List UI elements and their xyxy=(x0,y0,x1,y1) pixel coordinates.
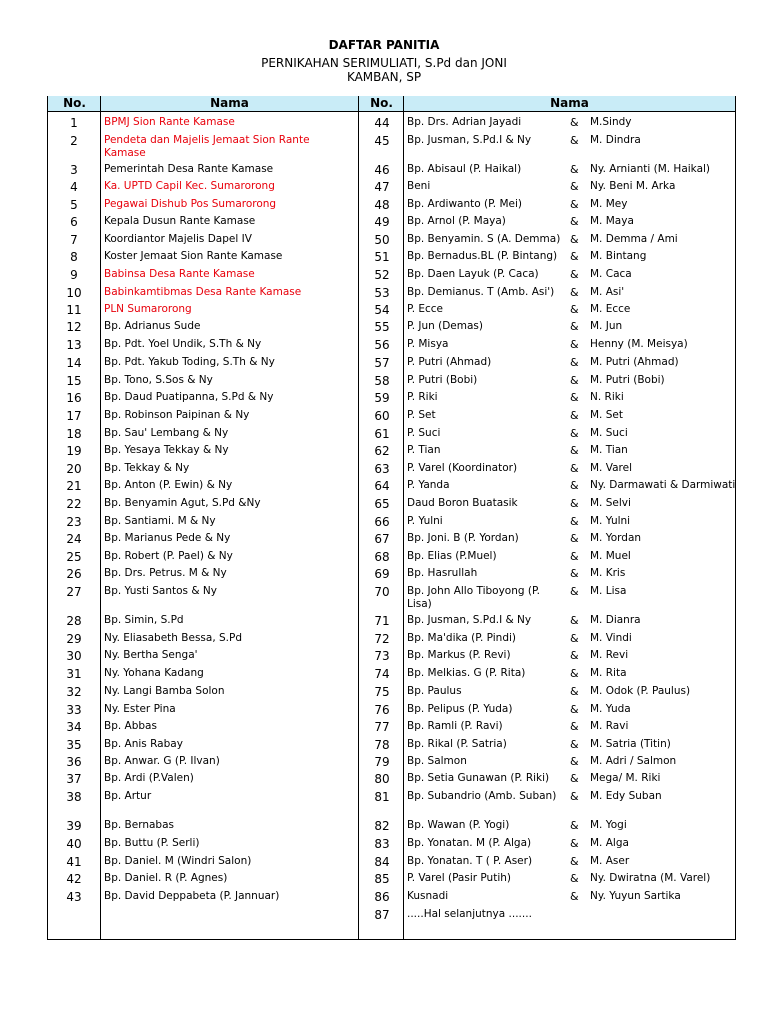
ampersand: & xyxy=(570,567,579,580)
row-number: 83 xyxy=(374,837,390,851)
ampersand: & xyxy=(570,872,579,885)
row-number: 20 xyxy=(66,462,82,476)
guest-name: P. Varel (Koordinator) xyxy=(407,462,518,474)
committee-name: Bp. Robert (P. Pael) & Ny xyxy=(104,550,233,562)
guest-name: Bp. Joni. B (P. Yordan) xyxy=(407,532,519,544)
partner-name: M. Kris xyxy=(590,567,626,579)
guest-name: Bp. Melkias. G (P. Rita) xyxy=(407,667,526,679)
row-number: 47 xyxy=(374,180,390,194)
row-number: 4 xyxy=(70,180,78,194)
ampersand: & xyxy=(570,819,579,832)
row-number: 48 xyxy=(374,198,390,212)
row-number: 69 xyxy=(374,567,390,581)
partner-name: M. Set xyxy=(590,409,623,421)
partner-name: M. Yulni xyxy=(590,515,631,527)
row-number: 82 xyxy=(374,819,390,833)
guest-name: Bp. Drs. Adrian Jayadi xyxy=(407,116,522,128)
row-number: 60 xyxy=(374,409,390,423)
row-number: 57 xyxy=(374,356,390,370)
row-number: 7 xyxy=(70,233,78,247)
row-number: 1 xyxy=(70,116,78,130)
partner-name: M. Yogi xyxy=(590,819,627,831)
guest-name: Bp. John Allo Tiboyong (P. Lisa) xyxy=(407,585,541,610)
ampersand: & xyxy=(570,116,579,129)
ampersand: & xyxy=(570,134,579,147)
guest-name: .....Hal selanjutnya ....... xyxy=(407,908,532,920)
ampersand: & xyxy=(570,356,579,369)
row-number: 12 xyxy=(66,320,82,334)
row-number: 51 xyxy=(374,250,390,264)
partner-name: M. Varel xyxy=(590,462,632,474)
ampersand: & xyxy=(570,585,579,598)
row-number: 56 xyxy=(374,338,390,352)
row-number: 9 xyxy=(70,268,78,282)
partner-name: M. Alga xyxy=(590,837,629,849)
row-number: 19 xyxy=(66,444,82,458)
guest-name: P. Riki xyxy=(407,391,438,403)
committee-name: Koster Jemaat Sion Rante Kamase xyxy=(104,250,283,262)
guest-name: Bp. Setia Gunawan (P. Riki) xyxy=(407,772,550,784)
row-number: 15 xyxy=(66,374,82,388)
guest-name: Bp. Rikal (P. Satria) xyxy=(407,738,507,750)
document-subtitle: PERNIKAHAN SERIMULIATI, S.Pd dan JONI xyxy=(261,56,507,70)
partner-name: Ny. Yuyun Sartika xyxy=(590,890,681,902)
guest-name: Bp. Markus (P. Revi) xyxy=(407,649,511,661)
right-name-header: Nama xyxy=(404,96,735,112)
partner-name: M. Asi' xyxy=(590,286,625,298)
partner-name: Ny. Beni M. Arka xyxy=(590,180,676,192)
row-number: 27 xyxy=(66,585,82,599)
row-number: 38 xyxy=(66,790,82,804)
ampersand: & xyxy=(570,790,579,803)
row-number: 58 xyxy=(374,374,390,388)
committee-name: Bp. Daud Puatipanna, S.Pd & Ny xyxy=(104,391,274,403)
committee-name: Bp. Artur xyxy=(104,790,152,802)
guest-name: Bp. Wawan (P. Yogi) xyxy=(407,819,510,831)
partner-name: M. Rita xyxy=(590,667,627,679)
partner-name: M. Putri (Ahmad) xyxy=(590,356,679,368)
partner-name: M. Ecce xyxy=(590,303,631,315)
committee-name: Bp. Pdt. Yoel Undik, S.Th & Ny xyxy=(104,338,262,350)
row-number: 43 xyxy=(66,890,82,904)
guest-name: Bp. Paulus xyxy=(407,685,462,697)
committee-name: Bp. Pdt. Yakub Toding, S.Th & Ny xyxy=(104,356,275,368)
guest-name: P. Yanda xyxy=(407,479,450,491)
ampersand: & xyxy=(570,303,579,316)
guest-name: P. Misya xyxy=(407,338,449,350)
guest-name: Bp. Hasrullah xyxy=(407,567,478,579)
ampersand: & xyxy=(570,550,579,563)
row-number: 67 xyxy=(374,532,390,546)
ampersand: & xyxy=(570,837,579,850)
ampersand: & xyxy=(570,391,579,404)
row-number: 14 xyxy=(66,356,82,370)
committee-name: Bp. Simin, S.Pd xyxy=(104,614,184,626)
partner-name: Ny. Dwiratna (M. Varel) xyxy=(590,872,711,884)
ampersand: & xyxy=(570,233,579,246)
row-number: 39 xyxy=(66,819,82,833)
committee-name: Pendeta dan Majelis Jemaat Sion Rante Kamase xyxy=(104,134,310,159)
row-number: 3 xyxy=(70,163,78,177)
left-no-header: No. xyxy=(48,96,101,112)
ampersand: & xyxy=(570,250,579,263)
guest-name: Bp. Bernadus.BL (P. Bintang) xyxy=(407,250,558,262)
guest-name: Bp. Abisaul (P. Haikal) xyxy=(407,163,522,175)
ampersand: & xyxy=(570,890,579,903)
row-number: 24 xyxy=(66,532,82,546)
guest-name: Bp. Demianus. T (Amb. Asi') xyxy=(407,286,555,298)
row-number: 10 xyxy=(66,286,82,300)
committee-name: Bp. Santiami. M & Ny xyxy=(104,515,216,527)
partner-name: M. Muel xyxy=(590,550,631,562)
row-number: 5 xyxy=(70,198,78,212)
partner-name: M. Vindi xyxy=(590,632,632,644)
committee-name: Bp. Benyamin Agut, S.Pd &Ny xyxy=(104,497,261,509)
committee-name: BPMJ Sion Rante Kamase xyxy=(104,116,235,128)
row-number: 28 xyxy=(66,614,82,628)
partner-name: M. Demma / Ami xyxy=(590,233,678,245)
partner-name: M. Lisa xyxy=(590,585,627,597)
committee-name: Ny. Ester Pina xyxy=(104,703,176,715)
guest-name: Bp. Jusman, S.Pd.I & Ny xyxy=(407,134,532,146)
row-number: 11 xyxy=(66,303,82,317)
row-number: 37 xyxy=(66,772,82,786)
row-number: 13 xyxy=(66,338,82,352)
row-number: 49 xyxy=(374,215,390,229)
ampersand: & xyxy=(570,703,579,716)
row-number: 32 xyxy=(66,685,82,699)
committee-name: Pemerintah Desa Rante Kamase xyxy=(104,163,274,175)
ampersand: & xyxy=(570,755,579,768)
partner-name: M. Putri (Bobi) xyxy=(590,374,665,386)
ampersand: & xyxy=(570,632,579,645)
row-number: 22 xyxy=(66,497,82,511)
partner-name: M. Jun xyxy=(590,320,623,332)
committee-name: Bp. Tekkay & Ny xyxy=(104,462,190,474)
partner-name: M. Caca xyxy=(590,268,632,280)
committee-name: Bp. Buttu (P. Serli) xyxy=(104,837,200,849)
committee-name: Bp. Abbas xyxy=(104,720,157,732)
row-number: 74 xyxy=(374,667,390,681)
committee-name: Bp. Daniel. M (Windri Salon) xyxy=(104,855,252,867)
committee-name: Bp. Yesaya Tekkay & Ny xyxy=(104,444,229,456)
guest-name: Bp. Salmon xyxy=(407,755,467,767)
ampersand: & xyxy=(570,649,579,662)
row-number: 62 xyxy=(374,444,390,458)
row-number: 29 xyxy=(66,632,82,646)
committee-name: Bp. David Deppabeta (P. Jannuar) xyxy=(104,890,280,902)
partner-name: M. Ravi xyxy=(590,720,629,732)
ampersand: & xyxy=(570,268,579,281)
row-number: 30 xyxy=(66,649,82,663)
ampersand: & xyxy=(570,286,579,299)
guest-name: Bp. Jusman, S.Pd.I & Ny xyxy=(407,614,532,626)
guest-name: Daud Boron Buatasik xyxy=(407,497,518,509)
partner-name: M. Maya xyxy=(590,215,634,227)
ampersand: & xyxy=(570,667,579,680)
ampersand: & xyxy=(570,462,579,475)
ampersand: & xyxy=(570,409,579,422)
row-number: 41 xyxy=(66,855,82,869)
row-number: 55 xyxy=(374,320,390,334)
ampersand: & xyxy=(570,497,579,510)
partner-name: M. Edy Suban xyxy=(590,790,662,802)
ampersand: & xyxy=(570,479,579,492)
row-number: 73 xyxy=(374,649,390,663)
committee-name: Bp. Yusti Santos & Ny xyxy=(104,585,217,597)
guest-name: P. Putri (Bobi) xyxy=(407,374,478,386)
row-number: 54 xyxy=(374,303,390,317)
guest-name: Bp. Yonatan. M (P. Alga) xyxy=(407,837,532,849)
partner-name: M. Yordan xyxy=(590,532,642,544)
partner-name: M. Suci xyxy=(590,427,628,439)
committee-name: Babinsa Desa Rante Kamase xyxy=(104,268,255,280)
row-number: 17 xyxy=(66,409,82,423)
partner-name: Ny. Arnianti (M. Haikal) xyxy=(590,163,711,175)
committee-name: Bp. Adrianus Sude xyxy=(104,320,201,332)
row-number: 65 xyxy=(374,497,390,511)
row-number: 6 xyxy=(70,215,78,229)
row-number: 40 xyxy=(66,837,82,851)
guest-name: P. Yulni xyxy=(407,515,443,527)
ampersand: & xyxy=(570,180,579,193)
row-number: 46 xyxy=(374,163,390,177)
row-number: 87 xyxy=(374,908,390,922)
guest-name: Bp. Benyamin. S (A. Demma) xyxy=(407,233,561,245)
committee-name: Bp. Marianus Pede & Ny xyxy=(104,532,231,544)
partner-name: Henny (M. Meisya) xyxy=(590,338,688,350)
row-number: 8 xyxy=(70,250,78,264)
row-number: 71 xyxy=(374,614,390,628)
ampersand: & xyxy=(570,427,579,440)
left-name-header: Nama xyxy=(101,96,358,112)
partner-name: M. Dianra xyxy=(590,614,641,626)
ampersand: & xyxy=(570,738,579,751)
committee-name: Pegawai Dishub Pos Sumarorong xyxy=(104,198,277,210)
guest-name: P. Varel (Pasir Putih) xyxy=(407,872,511,884)
row-number: 21 xyxy=(66,479,82,493)
committee-name: Bp. Ardi (P.Valen) xyxy=(104,772,194,784)
row-number: 78 xyxy=(374,738,390,752)
committee-name: Bp. Anton (P. Ewin) & Ny xyxy=(104,479,233,491)
committee-name: PLN Sumarorong xyxy=(104,303,192,315)
row-number: 33 xyxy=(66,703,82,717)
ampersand: & xyxy=(570,320,579,333)
ampersand: & xyxy=(570,338,579,351)
row-number: 81 xyxy=(374,790,390,804)
committee-name: Koordiantor Majelis Dapel IV xyxy=(104,233,252,245)
partner-name: M. Adri / Salmon xyxy=(590,755,677,767)
partner-name: M. Yuda xyxy=(590,703,631,715)
row-number: 23 xyxy=(66,515,82,529)
row-number: 34 xyxy=(66,720,82,734)
ampersand: & xyxy=(570,198,579,211)
committee-name: Bp. Drs. Petrus. M & Ny xyxy=(104,567,227,579)
row-number: 36 xyxy=(66,755,82,769)
row-number: 26 xyxy=(66,567,82,581)
committee-name: Bp. Robinson Paipinan & Ny xyxy=(104,409,250,421)
guest-name: Bp. Daen Layuk (P. Caca) xyxy=(407,268,539,280)
guest-name: P. Jun (Demas) xyxy=(407,320,483,332)
ampersand: & xyxy=(570,163,579,176)
guest-name: P. Set xyxy=(407,409,436,421)
row-number: 61 xyxy=(374,427,390,441)
guest-name: P. Putri (Ahmad) xyxy=(407,356,492,368)
guest-name: P. Tian xyxy=(407,444,441,456)
partner-name: M. Odok (P. Paulus) xyxy=(590,685,691,697)
ampersand: & xyxy=(570,614,579,627)
ampersand: & xyxy=(570,215,579,228)
partner-name: M. Dindra xyxy=(590,134,641,146)
partner-name: M. Selvi xyxy=(590,497,631,509)
guest-name: Bp. Ma'dika (P. Pindi) xyxy=(407,632,516,644)
ampersand: & xyxy=(570,515,579,528)
guest-name: Kusnadi xyxy=(407,890,449,902)
ampersand: & xyxy=(570,720,579,733)
guest-name: Bp. Elias (P.Muel) xyxy=(407,550,497,562)
partner-name: M. Aser xyxy=(590,855,630,867)
partner-name: M.Sindy xyxy=(590,116,632,128)
ampersand: & xyxy=(570,374,579,387)
partner-name: M. Revi xyxy=(590,649,629,661)
partner-name: M. Bintang xyxy=(590,250,647,262)
row-number: 52 xyxy=(374,268,390,282)
ampersand: & xyxy=(570,772,579,785)
row-number: 59 xyxy=(374,391,390,405)
row-number: 84 xyxy=(374,855,390,869)
guest-name: P. Suci xyxy=(407,427,441,439)
guest-name: P. Ecce xyxy=(407,303,444,315)
ampersand: & xyxy=(570,855,579,868)
row-number: 70 xyxy=(374,585,390,599)
guest-name: Bp. Ardiwanto (P. Mei) xyxy=(407,198,522,210)
committee-name: Bp. Daniel. R (P. Agnes) xyxy=(104,872,228,884)
guest-name: Bp. Subandrio (Amb. Suban) xyxy=(407,790,557,802)
ampersand: & xyxy=(570,685,579,698)
row-number: 76 xyxy=(374,703,390,717)
committee-name: Ny. Yohana Kadang xyxy=(104,667,204,679)
committee-name: Bp. Anwar. G (P. Ilvan) xyxy=(104,755,220,767)
committee-name: Ny. Langi Bamba Solon xyxy=(104,685,225,697)
row-number: 63 xyxy=(374,462,390,476)
committee-name: Babinkamtibmas Desa Rante Kamase xyxy=(104,286,302,298)
committee-name: Ka. UPTD Capil Kec. Sumarorong xyxy=(104,180,275,192)
committee-name: Bp. Sau' Lembang & Ny xyxy=(104,427,229,439)
row-number: 79 xyxy=(374,755,390,769)
row-number: 72 xyxy=(374,632,390,646)
row-number: 18 xyxy=(66,427,82,441)
row-number: 42 xyxy=(66,872,82,886)
committee-name: Ny. Eliasabeth Bessa, S.Pd xyxy=(104,632,243,644)
ampersand: & xyxy=(570,444,579,457)
guest-name: Beni xyxy=(407,180,431,192)
partner-name: M. Mey xyxy=(590,198,628,210)
document-location: KAMBAN, SP xyxy=(346,70,422,84)
row-number: 64 xyxy=(374,479,390,493)
row-number: 80 xyxy=(374,772,390,786)
row-number: 66 xyxy=(374,515,390,529)
partner-name: N. Riki xyxy=(590,391,624,403)
committee-name: Bp. Anis Rabay xyxy=(104,738,183,750)
row-number: 35 xyxy=(66,738,82,752)
partner-name: Mega/ M. Riki xyxy=(590,772,661,784)
row-number: 2 xyxy=(70,134,78,148)
committee-name: Kepala Dusun Rante Kamase xyxy=(104,215,256,227)
row-number: 77 xyxy=(374,720,390,734)
row-number: 44 xyxy=(374,116,390,130)
row-number: 53 xyxy=(374,286,390,300)
row-number: 25 xyxy=(66,550,82,564)
committee-name: Bp. Bernabas xyxy=(104,819,174,831)
partner-name: M. Satria (Titin) xyxy=(590,738,671,750)
guest-name: Bp. Yonatan. T ( P. Aser) xyxy=(407,855,533,867)
guest-name: Bp. Ramli (P. Ravi) xyxy=(407,720,503,732)
guest-name: Bp. Pelipus (P. Yuda) xyxy=(407,703,513,715)
row-number: 68 xyxy=(374,550,390,564)
row-number: 45 xyxy=(374,134,390,148)
row-number: 31 xyxy=(66,667,82,681)
row-number: 86 xyxy=(374,890,390,904)
row-number: 16 xyxy=(66,391,82,405)
row-number: 50 xyxy=(374,233,390,247)
committee-name: Bp. Tono, S.Sos & Ny xyxy=(104,374,213,386)
right-no-header: No. xyxy=(359,96,404,112)
document-title: DAFTAR PANITIA xyxy=(328,38,440,52)
guest-name: Bp. Arnol (P. Maya) xyxy=(407,215,506,227)
committee-name: Ny. Bertha Senga' xyxy=(104,649,198,661)
partner-name: Ny. Darmawati & Darmiwati xyxy=(590,479,736,491)
row-number: 75 xyxy=(374,685,390,699)
row-number: 85 xyxy=(374,872,390,886)
partner-name: M. Tian xyxy=(590,444,628,456)
ampersand: & xyxy=(570,532,579,545)
